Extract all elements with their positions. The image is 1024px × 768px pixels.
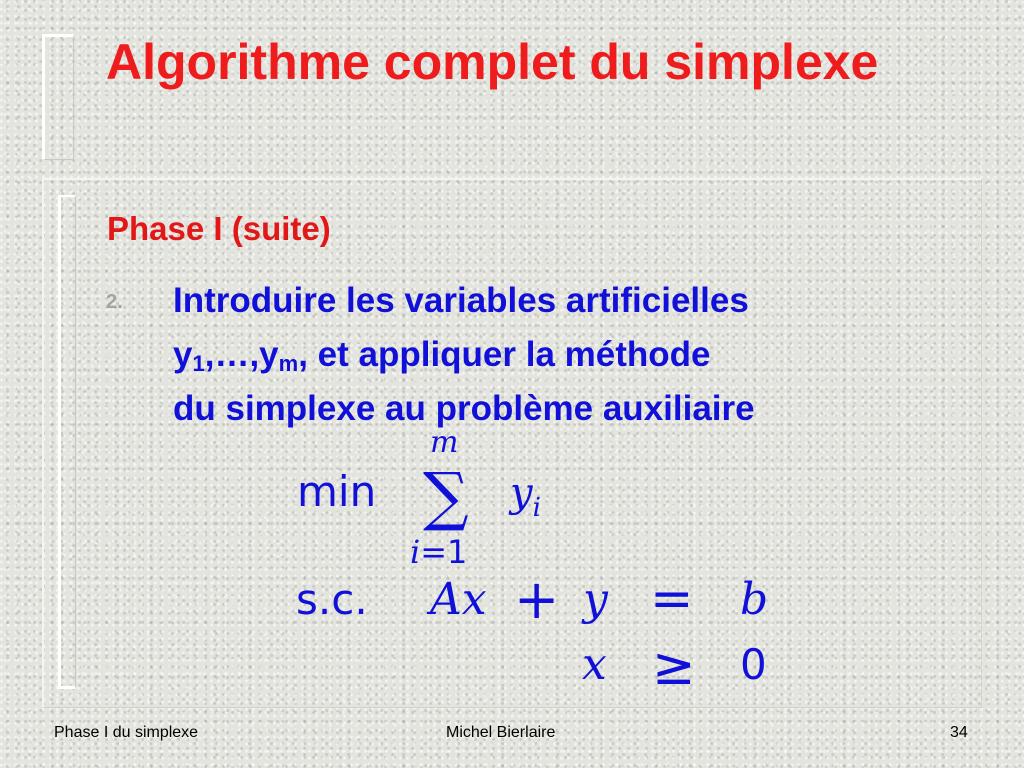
constraint-ax: Ax [430, 574, 487, 625]
constraint-x: x [582, 639, 607, 690]
content-frame [42, 178, 982, 708]
list-item-line-2-rest: , et appliquer la méthode [298, 335, 711, 374]
title-decoration-bar [42, 34, 74, 160]
subscript-1: 1 [192, 351, 205, 376]
plus-sign: + [514, 568, 560, 631]
constraint-y: y [583, 574, 608, 625]
list-item-line-2 [173, 328, 973, 382]
list-item-line-3: du simplexe au problème auxiliaire [173, 389, 755, 428]
list-item-line-1: Introduire les variables artificielles [173, 281, 749, 320]
sum-index-start: =1 [420, 533, 468, 571]
variable-ym: y [259, 335, 279, 374]
list-item-text [173, 274, 973, 436]
min-label: min [297, 467, 377, 516]
slide-title: Algorithme complet du simplexe [106, 34, 879, 90]
subject-to-label: s.c. [296, 575, 368, 624]
equals-sign: = [650, 569, 694, 629]
constraint-zero: 0 [740, 640, 767, 689]
content-decoration-bar [58, 195, 76, 689]
footer-section-title: Phase I du simplexe [54, 724, 199, 741]
greater-equal-sign: ≥ [652, 637, 696, 697]
sum-index: i [410, 533, 421, 571]
section-subtitle: Phase I (suite) [107, 210, 331, 247]
sum-symbol: ∑ [423, 460, 469, 534]
subscript-m: m [278, 351, 299, 376]
sum-variable-subscript: i [532, 493, 541, 523]
constraint-b: b [740, 574, 769, 625]
ellipsis-separator: ,…, [204, 335, 260, 374]
variable-y1: y [173, 335, 193, 374]
sum-variable-y: y [510, 470, 533, 516]
sum-upper-limit: m [430, 425, 459, 460]
page-number: 34 [950, 724, 968, 741]
list-item-number: 2. [106, 291, 123, 313]
footer-author: Michel Bierlaire [446, 724, 556, 741]
